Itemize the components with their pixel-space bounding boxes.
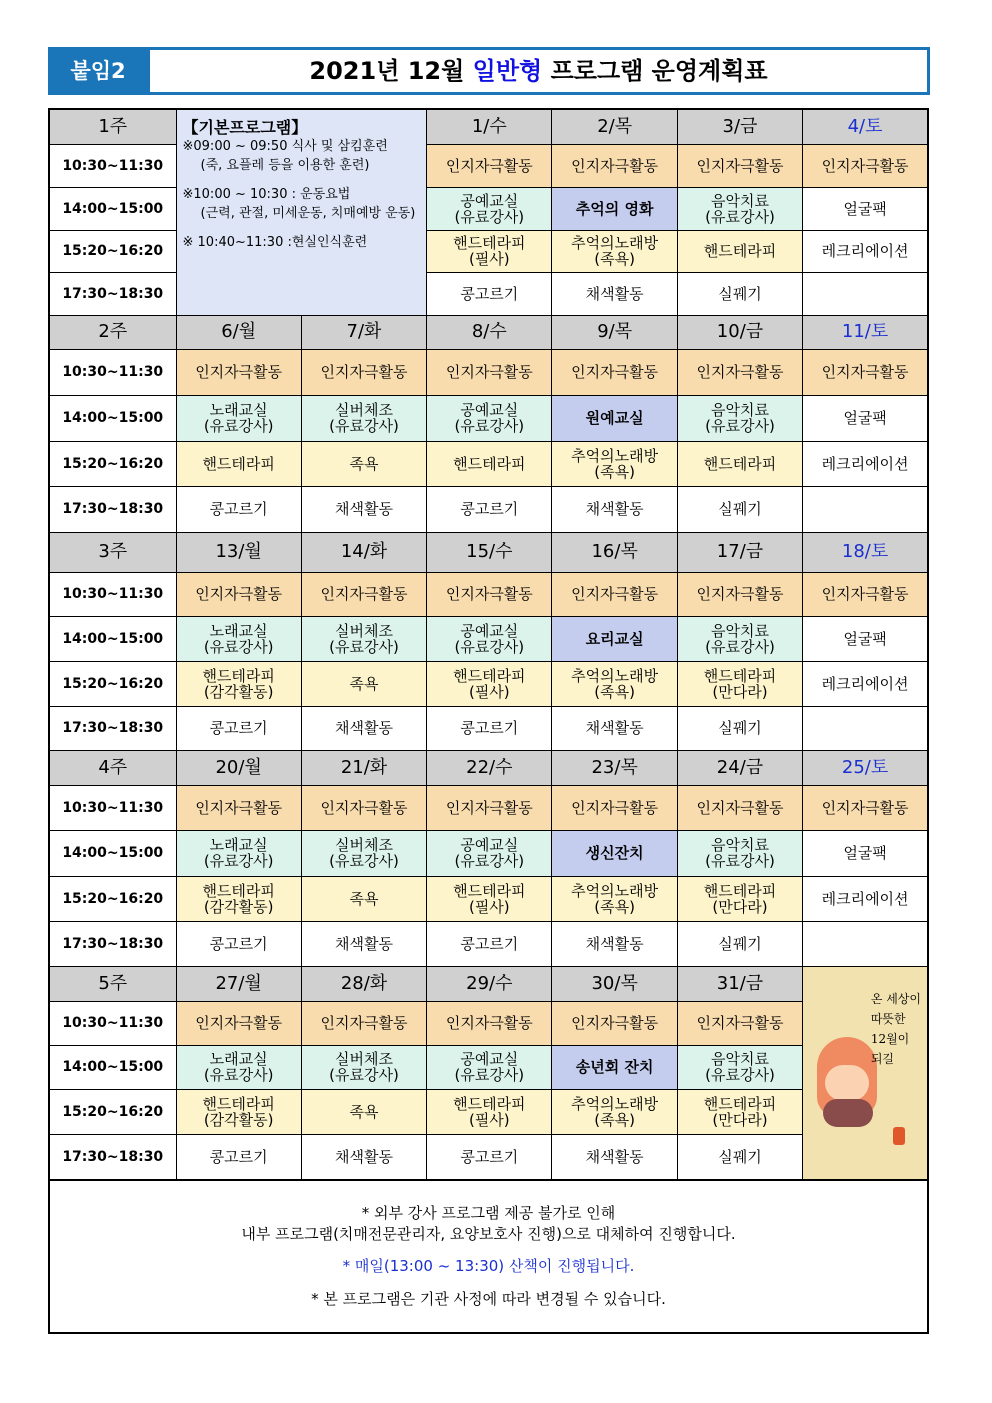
time-slot: 17:30~18:30 (49, 272, 176, 315)
basic-program-line: ※ 10:40~11:30 :현실인식훈련 (182, 235, 368, 250)
day-header: 14/화 (301, 532, 426, 572)
time-slot-row (49, 830, 928, 876)
day-header: 27/월 (176, 966, 301, 1001)
day-header: 18/토 (803, 532, 928, 572)
activity-cell: 송년회 잔치 (552, 1045, 677, 1089)
seal-stamp (893, 1127, 905, 1145)
activity-cell: 핸드테라피 (만다라) (677, 876, 802, 921)
activity-cell: 채색활동 (301, 706, 426, 750)
activity-cell: 공예교실 (유료강사) (427, 616, 552, 661)
time-slot: 10:30~11:30 (49, 572, 176, 616)
activity-cell: 콩고르기 (427, 1134, 552, 1180)
week-header-row (49, 532, 928, 572)
activity-cell: 핸드테라피 (필사) (427, 1089, 552, 1134)
schedule-table (48, 108, 929, 1181)
time-slot: 15:20~16:20 (49, 441, 176, 486)
activity-cell (803, 921, 928, 966)
activity-cell: 채색활동 (301, 921, 426, 966)
basic-program-line: ※09:00 ~ 09:50 식사 및 삼킴훈련 (182, 139, 388, 154)
activity-cell: 인지자극활동 (176, 785, 301, 830)
attachment-badge: 붙임2 (70, 59, 126, 83)
day-header: 23/목 (552, 750, 677, 785)
activity-cell: 채색활동 (552, 272, 677, 315)
notes-box (48, 1179, 929, 1334)
activity-cell: 인지자극활동 (677, 144, 802, 187)
activity-cell: 인지자극활동 (552, 144, 677, 187)
day-header: 30/목 (552, 966, 677, 1001)
activity-cell: 인지자극활동 (176, 349, 301, 395)
activity-cell: 인지자극활동 (552, 572, 677, 616)
basic-program-line: (죽, 요플레 등을 이용한 훈련) (200, 158, 370, 173)
day-header: 17/금 (677, 532, 802, 572)
day-header: 4/토 (803, 109, 928, 144)
note-daily-walk: * 매일(13:00 ~ 13:30) 산책이 진행됩니다. (342, 1257, 635, 1275)
title-suffix: 프로그램 운영계획표 (542, 57, 768, 85)
title-bar (48, 47, 930, 95)
activity-cell: 실버체조 (유료강사) (301, 1045, 426, 1089)
activity-cell: 인지자극활동 (427, 349, 552, 395)
illustration-caption: 온 세상이 따뜻한 12월이 되길 (870, 991, 921, 1066)
activity-cell: 채색활동 (301, 486, 426, 532)
time-slot: 15:20~16:20 (49, 1089, 176, 1134)
activity-cell: 핸드테라피 (감각활동) (176, 1089, 301, 1134)
time-slot: 10:30~11:30 (49, 349, 176, 395)
activity-cell: 족욕 (301, 441, 426, 486)
activity-cell: 실버체조 (유료강사) (301, 830, 426, 876)
activity-cell: 콩고르기 (176, 1134, 301, 1180)
activity-cell: 채색활동 (552, 706, 677, 750)
time-slot-row (49, 1001, 928, 1045)
activity-cell: 실꿰기 (677, 921, 802, 966)
basic-program-line: (근력, 관절, 미세운동, 치매예방 운동) (200, 206, 416, 221)
activity-cell: 핸드테라피 (427, 441, 552, 486)
activity-cell: 족욕 (301, 1089, 426, 1134)
day-header: 8/수 (427, 315, 552, 349)
time-slot: 14:00~15:00 (49, 830, 176, 876)
activity-cell: 노래교실 (유료강사) (176, 616, 301, 661)
time-slot: 14:00~15:00 (49, 616, 176, 661)
activity-cell: 핸드테라피 (필사) (427, 661, 552, 706)
day-header: 22/수 (427, 750, 552, 785)
week-label: 1주 (49, 109, 176, 144)
activity-cell: 콩고르기 (176, 921, 301, 966)
day-header: 29/수 (427, 966, 552, 1001)
activity-cell: 레크리에이션 (803, 876, 928, 921)
activity-cell: 인지자극활동 (552, 1001, 677, 1045)
activity-cell: 인지자극활동 (677, 572, 802, 616)
week-header-row (49, 315, 928, 349)
day-header: 31/금 (677, 966, 802, 1001)
day-header: 2/목 (552, 109, 677, 144)
day-header: 21/화 (301, 750, 426, 785)
activity-cell: 공예교실 (유료강사) (427, 187, 552, 230)
child-face (825, 1065, 869, 1101)
activity-cell: 핸드테라피 (176, 441, 301, 486)
time-slot: 17:30~18:30 (49, 1134, 176, 1180)
activity-cell: 음악치료 (유료강사) (677, 187, 802, 230)
activity-cell: 콩고르기 (427, 921, 552, 966)
activity-cell: 인지자극활동 (301, 1001, 426, 1045)
activity-cell: 콩고르기 (427, 486, 552, 532)
activity-cell: 인지자극활동 (427, 144, 552, 187)
activity-cell (803, 706, 928, 750)
activity-cell: 인지자극활동 (677, 785, 802, 830)
note-external-instructors: * 외부 강사 프로그램 제공 불가로 인해 내부 프로그램(치매전문관리자, 요양보호사 진행)으로 대체하여 진행합니다. (241, 1204, 736, 1243)
activity-cell: 인지자극활동 (677, 1001, 802, 1045)
activity-cell: 노래교실 (유료강사) (176, 395, 301, 441)
activity-cell: 콩고르기 (427, 706, 552, 750)
activity-cell: 족욕 (301, 661, 426, 706)
activity-cell: 인지자극활동 (427, 785, 552, 830)
time-slot: 17:30~18:30 (49, 706, 176, 750)
activity-cell: 음악치료 (유료강사) (677, 830, 802, 876)
note-subject-to-change: * 본 프로그램은 기관 사정에 따라 변경될 수 있습니다. (311, 1290, 666, 1308)
activity-cell (803, 486, 928, 532)
time-slot: 14:00~15:00 (49, 395, 176, 441)
basic-program-title: 【기본프로그램】 (182, 118, 308, 137)
activity-cell: 얼굴팩 (803, 187, 928, 230)
week-label: 2주 (49, 315, 176, 349)
activity-cell: 원예교실 (552, 395, 677, 441)
activity-cell: 콩고르기 (176, 486, 301, 532)
activity-cell: 콩고르기 (427, 272, 552, 315)
activity-cell: 실버체조 (유료강사) (301, 395, 426, 441)
activity-cell: 채색활동 (552, 1134, 677, 1180)
time-slot: 15:20~16:20 (49, 876, 176, 921)
activity-cell: 인지자극활동 (176, 1001, 301, 1045)
week-header-row (49, 750, 928, 785)
basic-program-line (183, 223, 421, 233)
activity-cell: 실버체조 (유료강사) (301, 616, 426, 661)
basic-program-line: ※10:00 ~ 10:30 : 운동요법 (182, 187, 351, 202)
activity-cell: 레크리에이션 (803, 441, 928, 486)
time-slot-row (49, 486, 928, 532)
activity-cell: 인지자극활동 (803, 144, 928, 187)
time-slot-row (49, 395, 928, 441)
activity-cell: 실꿰기 (677, 486, 802, 532)
activity-cell: 핸드테라피 (677, 441, 802, 486)
page-title (150, 50, 927, 92)
activity-cell: 실꿰기 (677, 706, 802, 750)
activity-cell: 노래교실 (유료강사) (176, 1045, 301, 1089)
title-highlight: 일반형 (472, 57, 543, 85)
activity-cell: 인지자극활동 (427, 572, 552, 616)
time-slot-row (49, 876, 928, 921)
day-header: 28/화 (301, 966, 426, 1001)
activity-cell: 채색활동 (552, 921, 677, 966)
activity-cell: 공예교실 (유료강사) (427, 395, 552, 441)
basic-program-line (183, 175, 421, 185)
activity-cell: 레크리에이션 (803, 661, 928, 706)
day-header: 13/월 (176, 532, 301, 572)
basic-program-box (176, 109, 427, 315)
activity-cell: 공예교실 (유료강사) (427, 830, 552, 876)
activity-cell: 콩고르기 (176, 706, 301, 750)
day-header: 16/목 (552, 532, 677, 572)
activity-cell: 인지자극활동 (803, 349, 928, 395)
activity-cell: 인지자극활동 (677, 349, 802, 395)
activity-cell: 음악치료 (유료강사) (677, 616, 802, 661)
day-header: 1/수 (427, 109, 552, 144)
time-slot: 10:30~11:30 (49, 144, 176, 187)
day-header: 15/수 (427, 532, 552, 572)
time-slot-row (49, 441, 928, 486)
activity-cell: 실꿰기 (677, 272, 802, 315)
week-label: 5주 (49, 966, 176, 1001)
time-slot-row (49, 572, 928, 616)
activity-cell: 채색활동 (552, 486, 677, 532)
day-header: 25/토 (803, 750, 928, 785)
time-slot: 17:30~18:30 (49, 486, 176, 532)
child-scarf (823, 1099, 873, 1127)
activity-cell: 인지자극활동 (803, 572, 928, 616)
activity-cell: 추억의노래방 (족욕) (552, 230, 677, 272)
winter-illustration (803, 966, 928, 1180)
activity-cell: 인지자극활동 (301, 349, 426, 395)
activity-cell: 인지자극활동 (803, 785, 928, 830)
activity-cell: 핸드테라피 (필사) (427, 876, 552, 921)
activity-cell: 핸드테라피 (감각활동) (176, 876, 301, 921)
time-slot-row (49, 349, 928, 395)
activity-cell: 얼굴팩 (803, 395, 928, 441)
activity-cell: 인지자극활동 (301, 572, 426, 616)
week-label: 4주 (49, 750, 176, 785)
time-slot: 15:20~16:20 (49, 230, 176, 272)
week-header-row (49, 966, 928, 1001)
time-slot-row (49, 661, 928, 706)
activity-cell: 추억의노래방 (족욕) (552, 876, 677, 921)
activity-cell: 음악치료 (유료강사) (677, 395, 802, 441)
time-slot-row (49, 706, 928, 750)
activity-cell: 족욕 (301, 876, 426, 921)
time-slot-row (49, 785, 928, 830)
activity-cell: 추억의노래방 (족욕) (552, 661, 677, 706)
activity-cell: 채색활동 (301, 1134, 426, 1180)
activity-cell: 생신잔치 (552, 830, 677, 876)
title-prefix: 2021년 12월 (309, 57, 473, 85)
week-label: 3주 (49, 532, 176, 572)
time-slot-row (49, 616, 928, 661)
activity-cell: 음악치료 (유료강사) (677, 1045, 802, 1089)
activity-cell: 인지자극활동 (552, 785, 677, 830)
time-slot: 10:30~11:30 (49, 785, 176, 830)
activity-cell: 인지자극활동 (552, 349, 677, 395)
activity-cell: 핸드테라피 (만다라) (677, 661, 802, 706)
day-header: 7/화 (301, 315, 426, 349)
time-slot: 14:00~15:00 (49, 187, 176, 230)
activity-cell: 인지자극활동 (427, 1001, 552, 1045)
day-header: 10/금 (677, 315, 802, 349)
activity-cell: 실꿰기 (677, 1134, 802, 1180)
time-slot: 14:00~15:00 (49, 1045, 176, 1089)
activity-cell: 얼굴팩 (803, 830, 928, 876)
day-header: 24/금 (677, 750, 802, 785)
activity-cell: 레크리에이션 (803, 230, 928, 272)
activity-cell (803, 272, 928, 315)
activity-cell: 핸드테라피 (필사) (427, 230, 552, 272)
day-header: 20/월 (176, 750, 301, 785)
time-slot-row (49, 1089, 928, 1134)
activity-cell: 얼굴팩 (803, 616, 928, 661)
time-slot-row (49, 921, 928, 966)
activity-cell: 인지자극활동 (301, 785, 426, 830)
time-slot-row (49, 1045, 928, 1089)
week-header-row (49, 109, 928, 144)
activity-cell: 추억의 영화 (552, 187, 677, 230)
time-slot-row (49, 1134, 928, 1180)
day-header: 6/월 (176, 315, 301, 349)
activity-cell: 핸드테라피 (677, 230, 802, 272)
time-slot: 10:30~11:30 (49, 1001, 176, 1045)
activity-cell: 노래교실 (유료강사) (176, 830, 301, 876)
activity-cell: 핸드테라피 (만다라) (677, 1089, 802, 1134)
day-header: 11/토 (803, 315, 928, 349)
time-slot: 17:30~18:30 (49, 921, 176, 966)
activity-cell: 공예교실 (유료강사) (427, 1045, 552, 1089)
day-header: 3/금 (677, 109, 802, 144)
activity-cell: 추억의노래방 (족욕) (552, 441, 677, 486)
activity-cell: 핸드테라피 (감각활동) (176, 661, 301, 706)
activity-cell: 인지자극활동 (176, 572, 301, 616)
activity-cell: 요리교실 (552, 616, 677, 661)
day-header: 9/목 (552, 315, 677, 349)
time-slot: 15:20~16:20 (49, 661, 176, 706)
activity-cell: 추억의노래방 (족욕) (552, 1089, 677, 1134)
